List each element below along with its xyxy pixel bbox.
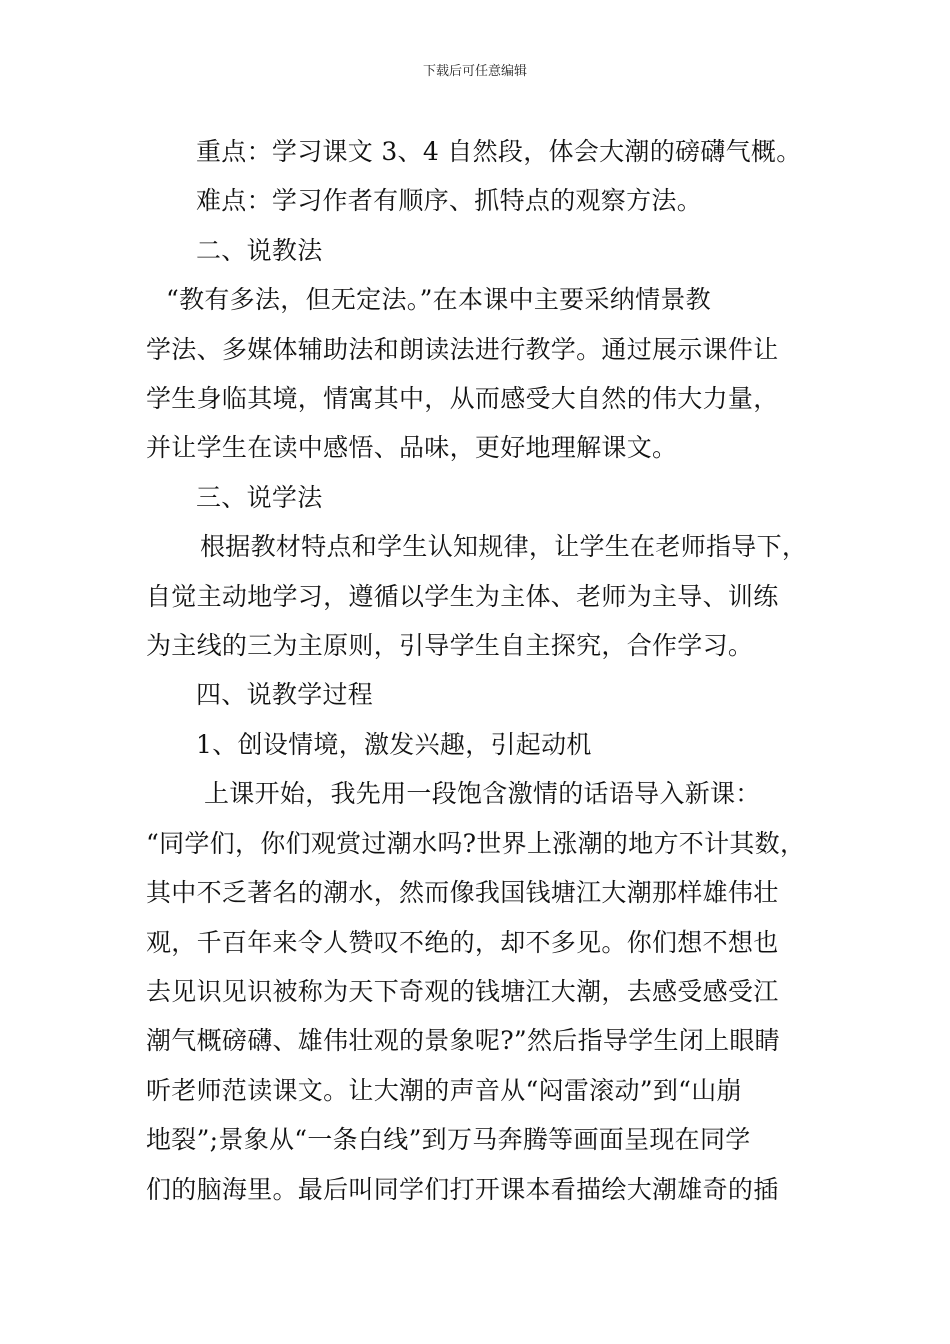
paragraph-line: 根据教材特点和学生认知规律，让学生在老师指导下， bbox=[200, 532, 808, 562]
section-heading-learning-method: 三、说学法 bbox=[196, 482, 323, 512]
paragraph-line: 学法、多媒体辅助法和朗读法进行教学。通过展示课件让 bbox=[146, 334, 779, 364]
paragraph-line: 学生身临其境，情寓其中，从而感受大自然的伟大力量， bbox=[146, 384, 779, 414]
section-heading-teaching-process: 四、说教学过程 bbox=[196, 680, 374, 710]
paragraph-line: 并让学生在读中感悟、品味，更好地理解课文。 bbox=[146, 433, 678, 463]
key-point-line: 重点：学习课文 3、4 自然段，体会大潮的磅礴气概。 bbox=[196, 137, 802, 166]
paragraph-line: 去见识见识被称为天下奇观的钱塘江大潮，去感受感受江 bbox=[146, 976, 779, 1006]
paragraph-line: 听老师范读课文。让大潮的声音从“闷雷滚动”到“山崩 bbox=[146, 1075, 742, 1105]
paragraph-line: 其中不乏著名的潮水，然而像我国钱塘江大潮那样雄伟壮 bbox=[146, 878, 779, 908]
paragraph-line: 自觉主动地学习，遵循以学生为主体、老师为主导、训练 bbox=[146, 581, 779, 611]
paragraph-line: 潮气概磅礴、雄伟壮观的景象呢?”然后指导学生闭上眼睛 bbox=[146, 1026, 780, 1056]
paragraph-line: 们的脑海里。最后叫同学们打开课本看描绘大潮雄奇的插 bbox=[146, 1174, 779, 1204]
paragraph-line: 观，千百年来令人赞叹不绝的，却不多见。你们想不想也 bbox=[146, 927, 779, 957]
section-heading-teaching-method: 二、说教法 bbox=[196, 235, 323, 265]
paragraph-line: 上课开始，我先用一段饱含激情的话语导入新课： bbox=[204, 779, 761, 809]
subsection-heading: 1、创设情境，激发兴趣，引起动机 bbox=[196, 729, 592, 759]
paragraph-line: “同学们，你们观赏过潮水吗?世界上涨潮的地方不计其数， bbox=[146, 828, 806, 858]
paragraph-line: “教有多法，但无定法。”在本课中主要采纳情景教 bbox=[166, 285, 711, 315]
document-body bbox=[146, 127, 810, 1214]
paragraph-line: 为主线的三为主原则，引导学生自主探究，合作学习。 bbox=[146, 631, 754, 661]
difficulty-line: 难点：学习作者有顺序、抓特点的观察方法。 bbox=[196, 186, 703, 216]
paragraph-line: 地裂”;景象从“一条白线”到万马奔腾等画面呈现在同学 bbox=[146, 1125, 751, 1155]
page-header-note: 下载后可任意编辑 bbox=[422, 64, 527, 79]
